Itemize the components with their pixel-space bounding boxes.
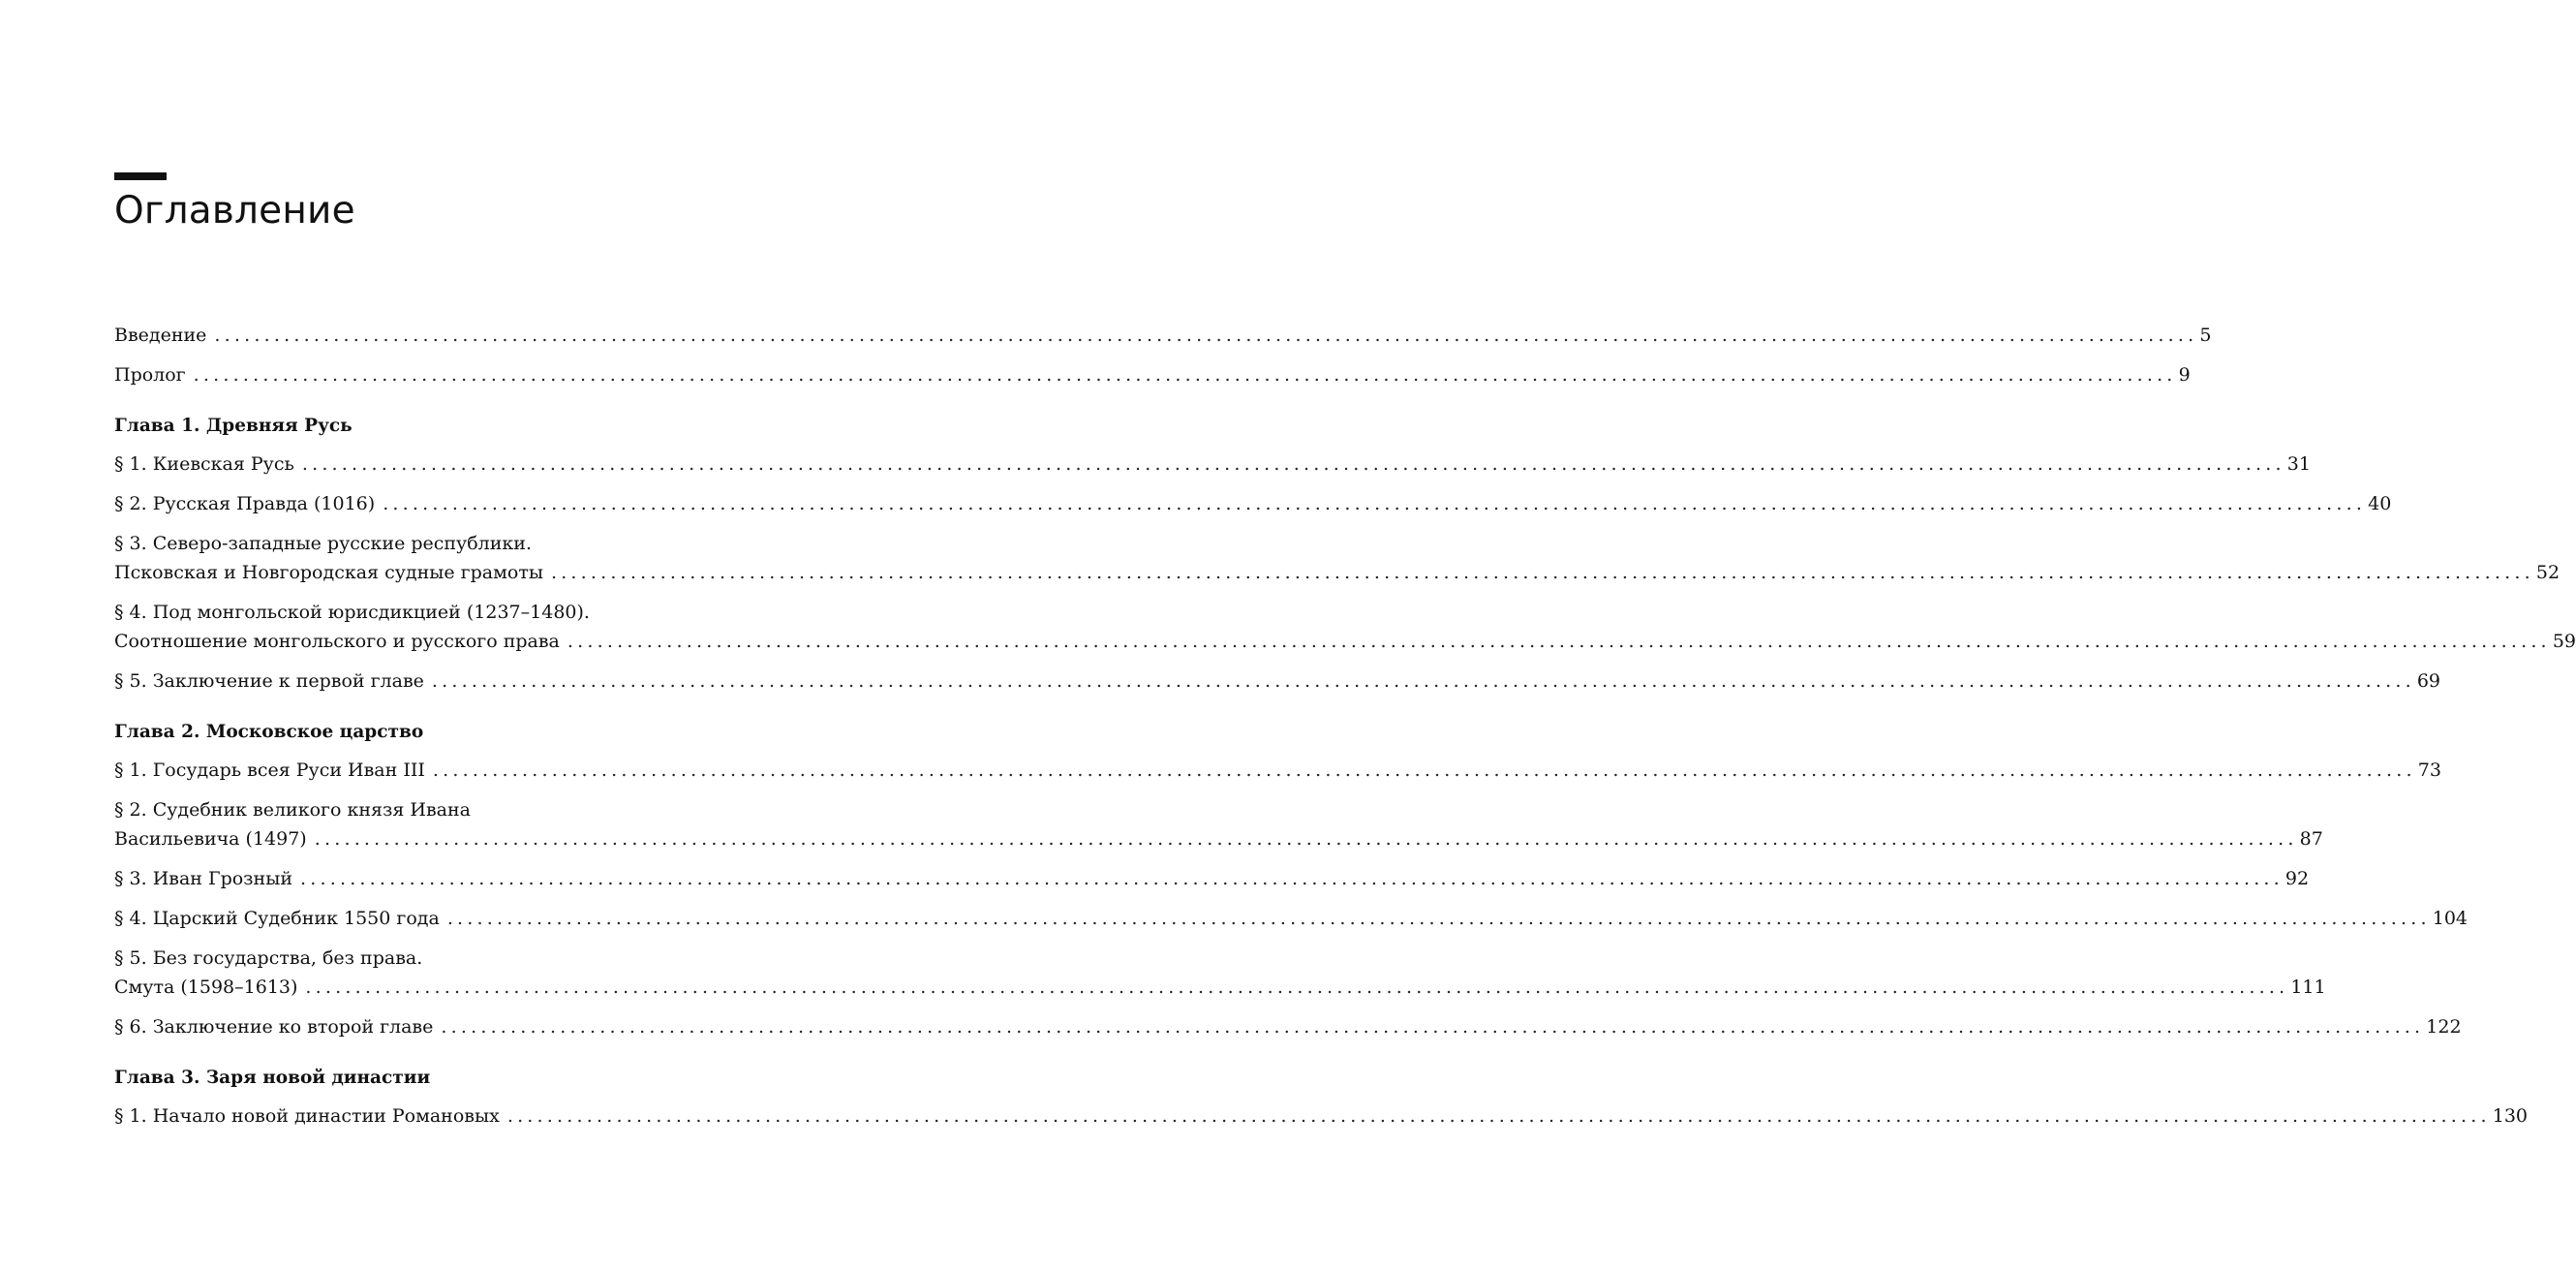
toc-entry-page: 9 bbox=[2178, 364, 2191, 386]
toc-entry-text-line2: Смута (1598–1613) bbox=[114, 976, 298, 998]
toc-leader-dots: ........................................................................................................................................................................................................ bbox=[431, 670, 2415, 692]
toc-entry-page: 31 bbox=[2286, 453, 2311, 475]
toc-leader-dots: ........................................................................................................................................................................................................ bbox=[193, 364, 2177, 386]
toc-entry-page: 52 bbox=[2535, 562, 2561, 583]
toc-page bbox=[114, 172, 2576, 1127]
toc-entry-ch3-s1[interactable] bbox=[114, 1101, 2529, 1131]
toc-entry-page: 73 bbox=[2417, 760, 2441, 781]
toc-leader-dots: ........................................................................................................................................................................................................ bbox=[550, 562, 2534, 583]
toc-leader-dots: ........................................................................................................................................................................................................ bbox=[506, 1105, 2491, 1127]
toc-entry-intro[interactable] bbox=[114, 321, 2212, 350]
toc-entry-page: 122 bbox=[2426, 1016, 2462, 1038]
toc-entry-ch1-s4[interactable] bbox=[114, 598, 2576, 656]
toc-entry-page: 130 bbox=[2492, 1105, 2529, 1127]
toc-entry-text-line2: Псковская и Новгородская судные грамоты bbox=[114, 562, 543, 583]
toc-entry-text: Пролог bbox=[114, 364, 186, 386]
toc-entry-page: 111 bbox=[2290, 976, 2326, 998]
toc-entry-text: § 6. Заключение ко второй главе bbox=[114, 1016, 434, 1038]
toc-entry-text-line1: § 2. Судебник великого князя Ивана bbox=[114, 799, 471, 821]
toc-leader-dots: ........................................................................................................................................................................................................ bbox=[305, 976, 2289, 998]
toc-entry-text: § 5. Заключение к первой главе bbox=[114, 670, 424, 692]
toc-leader-dots: ........................................................................................................................................................................................................ bbox=[301, 453, 2285, 475]
toc-entry-text-line2: Соотношение монгольского и русского права bbox=[114, 631, 560, 652]
toc-entry-text: § 2. Русская Правда (1016) bbox=[114, 493, 376, 514]
toc-leader-dots: ........................................................................................................................................................................................................ bbox=[314, 828, 2298, 850]
toc-entry-ch2-s3[interactable] bbox=[114, 864, 2310, 893]
toc-entry-text-line1: § 4. Под монгольской юрисдикцией (1237–1480). bbox=[114, 602, 590, 623]
toc-entry-ch2-s1[interactable] bbox=[114, 756, 2441, 785]
chapter-heading-2[interactable]: Глава 2. Московское царство bbox=[114, 722, 424, 742]
toc-leader-dots: ........................................................................................................................................................................................................ bbox=[300, 868, 2284, 889]
toc-entry-ch2-s2[interactable] bbox=[114, 795, 2323, 853]
toc-entry-ch1-s1[interactable] bbox=[114, 450, 2311, 479]
toc-entry-page: 69 bbox=[2416, 670, 2441, 692]
toc-leader-dots: ........................................................................................................................................................................................................ bbox=[383, 493, 2367, 514]
toc-entry-ch1-s5[interactable] bbox=[114, 666, 2441, 696]
toc-entry-text: § 1. Начало новой династии Романовых bbox=[114, 1105, 500, 1127]
page-title: Оглавление bbox=[114, 189, 355, 232]
chapter-heading-3[interactable]: Глава 3. Заря новой династии bbox=[114, 1068, 431, 1088]
toc-entry-text: Введение bbox=[114, 325, 207, 346]
toc-entry-page: 59 bbox=[2552, 631, 2576, 652]
toc-entry-ch1-s2[interactable] bbox=[114, 489, 2392, 518]
toc-leader-dots: ........................................................................................................................................................................................................ bbox=[441, 1016, 2425, 1038]
toc-entry-text-line2: Васильевича (1497) bbox=[114, 828, 307, 850]
chapter-heading-1[interactable]: Глава 1. Древняя Русь bbox=[114, 416, 353, 436]
toc-entry-text: § 1. Государь всея Руси Иван III bbox=[114, 760, 425, 781]
title-accent-bar bbox=[114, 172, 167, 180]
toc-entry-page: 87 bbox=[2299, 828, 2323, 850]
toc-entry-ch2-s5[interactable] bbox=[114, 944, 2326, 1002]
toc-entry-text: § 1. Киевская Русь bbox=[114, 453, 294, 475]
toc-entry-text-line1: § 3. Северо-западные русские республики. bbox=[114, 533, 532, 554]
toc-entry-prologue[interactable] bbox=[114, 360, 2191, 389]
toc-leader-dots: ........................................................................................................................................................................................................ bbox=[214, 325, 2198, 346]
toc-entry-ch1-s3[interactable] bbox=[114, 529, 2561, 587]
toc-entry-text-line1: § 5. Без государства, без права. bbox=[114, 947, 423, 969]
toc-leader-dots: ........................................................................................................................................................................................................ bbox=[432, 760, 2416, 781]
toc-entry-page: 104 bbox=[2432, 908, 2468, 929]
toc-entry-page: 40 bbox=[2368, 493, 2392, 514]
toc-entry-page: 5 bbox=[2199, 325, 2212, 346]
toc-leader-dots: ........................................................................................................................................................................................................ bbox=[567, 631, 2551, 652]
toc-entry-page: 92 bbox=[2285, 868, 2310, 889]
toc-entry-ch2-s6[interactable] bbox=[114, 1012, 2462, 1041]
toc-leader-dots: ........................................................................................................................................................................................................ bbox=[446, 908, 2431, 929]
toc-entry-ch2-s4[interactable] bbox=[114, 904, 2468, 933]
toc-entry-text: § 4. Царский Судебник 1550 года bbox=[114, 908, 440, 929]
table-of-contents bbox=[114, 321, 2576, 1141]
toc-entry-text: § 3. Иван Грозный bbox=[114, 868, 292, 889]
